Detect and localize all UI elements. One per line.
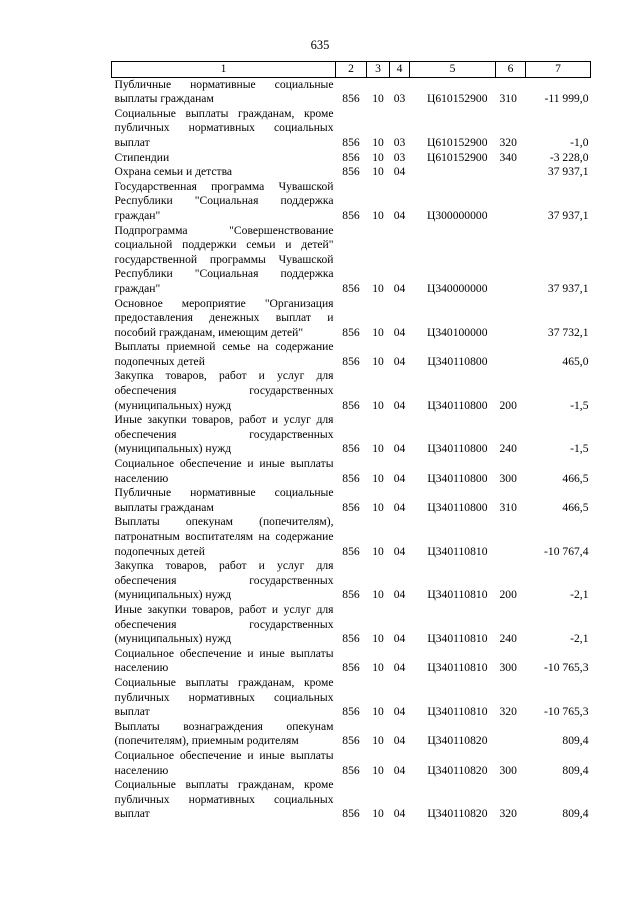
header-col-4: 4	[390, 62, 410, 78]
row-target-article: Ц340110800	[427, 398, 488, 412]
table-row	[112, 749, 591, 778]
row-expense-type: 340	[499, 150, 517, 164]
row-section: 10	[372, 92, 384, 106]
row-expense-type: 300	[499, 763, 517, 777]
header-col-7: 7	[526, 62, 591, 78]
row-name: Выплаты опекунам (попечителям), патронатным воспитателям на содержание подопечных детей	[114, 515, 334, 558]
row-target-article: Ц300000000	[426, 208, 488, 222]
row-amount: 37 732,1	[547, 325, 589, 339]
table-row	[112, 559, 591, 603]
row-amount: 466,5	[562, 500, 589, 514]
row-target-article: Ц340110810	[427, 705, 488, 719]
row-admin-code: 856	[342, 500, 360, 514]
row-target-article: Ц340000000	[426, 281, 488, 295]
row-name: Государственная программа Чувашской Республики "Социальная поддержка граждан"	[114, 179, 334, 222]
row-section: 10	[372, 763, 384, 777]
row-section: 10	[372, 208, 384, 222]
row-expense-type	[496, 340, 526, 369]
table-row	[112, 457, 591, 486]
header-col-1: 1	[112, 62, 336, 78]
row-section: 10	[372, 398, 384, 412]
row-section: 10	[372, 807, 384, 821]
row-expense-type	[496, 180, 526, 224]
row-name: Подпрограмма "Совершенствование социальной поддержки семьи и детей" государственной программы Чувашской Республики "Социальная поддержка граждан"	[114, 223, 334, 295]
row-subsection: 04	[393, 165, 406, 179]
row-subsection: 04	[393, 734, 406, 748]
table-row	[112, 297, 591, 341]
row-target-article	[410, 165, 496, 180]
row-name: Охрана семьи и детства	[114, 165, 233, 179]
row-amount: -2,1	[570, 632, 589, 646]
row-subsection: 04	[393, 544, 406, 558]
row-amount: 809,4	[562, 807, 589, 821]
row-name: Социальное обеспечение и иные выплаты населению	[114, 646, 334, 675]
row-expense-type: 200	[499, 398, 517, 412]
row-target-article: Ц340110800	[427, 442, 488, 456]
row-name: Выплаты приемной семье на содержание подопечных детей	[114, 340, 334, 368]
row-target-article: Ц340110810	[427, 661, 488, 675]
row-target-article: Ц340110810	[427, 632, 488, 646]
row-amount: -1,5	[570, 398, 589, 412]
row-expense-type: 300	[499, 661, 517, 675]
row-section: 10	[372, 588, 384, 602]
row-target-article: Ц340110810	[427, 544, 488, 558]
header-col-2: 2	[336, 62, 367, 78]
row-amount: -10 765,3	[544, 705, 589, 719]
row-section: 10	[372, 150, 384, 164]
header-col-3: 3	[367, 62, 390, 78]
row-subsection: 04	[393, 208, 406, 222]
row-name: Основное мероприятие "Организация предоставления денежных выплат и пособий гражданам, имеющим детей"	[114, 296, 334, 339]
table-row	[112, 720, 591, 749]
row-amount: -10 765,3	[544, 661, 589, 675]
row-section: 10	[372, 632, 384, 646]
row-amount: 37 937,1	[547, 208, 589, 222]
row-section: 10	[372, 734, 384, 748]
row-subsection: 04	[393, 471, 406, 485]
row-subsection: 03	[393, 150, 406, 164]
row-target-article: Ц340110800	[427, 471, 488, 485]
row-expense-type: 310	[499, 500, 517, 514]
row-name: Стипендии	[114, 150, 170, 164]
row-subsection: 04	[393, 281, 406, 295]
table-row	[112, 676, 591, 720]
row-admin-code: 856	[342, 92, 360, 106]
row-expense-type: 200	[499, 588, 517, 602]
table-row	[112, 107, 591, 151]
row-section: 10	[372, 135, 384, 149]
row-target-article: Ц610152900	[426, 92, 488, 106]
row-section: 10	[372, 661, 384, 675]
row-admin-code: 856	[342, 763, 360, 777]
row-target-article: Ц340100000	[426, 325, 488, 339]
row-admin-code: 856	[342, 471, 360, 485]
row-name: Социальные выплаты гражданам, кроме публичных нормативных социальных выплат	[114, 778, 334, 821]
row-admin-code: 856	[342, 398, 360, 412]
row-admin-code: 856	[342, 632, 360, 646]
row-admin-code: 856	[342, 135, 360, 149]
row-admin-code: 856	[342, 661, 360, 675]
table-row	[112, 778, 591, 822]
row-amount: 466,5	[562, 471, 589, 485]
row-amount: -1,0	[570, 135, 589, 149]
row-expense-type	[496, 720, 526, 749]
row-subsection: 04	[393, 398, 406, 412]
row-amount: -11 999,0	[544, 92, 589, 106]
row-subsection: 03	[393, 92, 406, 106]
row-expense-type: 240	[499, 442, 517, 456]
row-name: Иные закупки товаров, работ и услуг для обеспечения государственных (муниципальных) нужд	[114, 602, 334, 646]
row-admin-code: 856	[342, 588, 360, 602]
row-expense-type: 240	[499, 632, 517, 646]
row-amount: -1,5	[570, 442, 589, 456]
table-row	[112, 165, 591, 180]
table-row	[112, 413, 591, 457]
row-amount: -10 767,4	[544, 544, 589, 558]
row-target-article: Ц610152900	[426, 150, 488, 164]
row-expense-type: 320	[499, 705, 517, 719]
row-admin-code: 856	[342, 705, 360, 719]
table-row	[112, 647, 591, 676]
row-name: Социальное обеспечение и иные выплаты населению	[114, 748, 334, 777]
row-amount: 809,4	[562, 763, 589, 777]
row-amount: 465,0	[562, 354, 589, 368]
row-admin-code: 856	[342, 281, 360, 295]
row-section: 10	[372, 544, 384, 558]
row-admin-code: 856	[342, 165, 360, 179]
header-row	[112, 62, 591, 78]
table-row	[112, 77, 591, 107]
table-row	[112, 603, 591, 647]
row-admin-code: 856	[342, 734, 360, 748]
table-row	[112, 515, 591, 559]
row-expense-type	[496, 297, 526, 341]
row-subsection: 04	[393, 500, 406, 514]
header-col-5: 5	[410, 62, 496, 78]
table-body	[112, 77, 591, 822]
row-section: 10	[372, 442, 384, 456]
budget-table	[111, 61, 591, 822]
row-subsection: 04	[393, 354, 406, 368]
table-row	[112, 151, 591, 166]
row-target-article: Ц340110820	[427, 763, 488, 777]
row-expense-type	[496, 165, 526, 180]
row-section: 10	[372, 325, 384, 339]
row-section: 10	[372, 281, 384, 295]
row-subsection: 04	[393, 442, 406, 456]
row-amount: 37 937,1	[547, 281, 589, 295]
row-target-article: Ц340110800	[427, 354, 488, 368]
row-admin-code: 856	[342, 208, 360, 222]
row-admin-code: 856	[342, 150, 360, 164]
row-expense-type	[496, 515, 526, 559]
table-row	[112, 224, 591, 297]
row-target-article: Ц340110820	[427, 807, 488, 821]
row-subsection: 03	[393, 135, 406, 149]
row-subsection: 04	[393, 325, 406, 339]
row-expense-type: 300	[499, 471, 517, 485]
table-row	[112, 180, 591, 224]
row-amount: 37 937,1	[547, 165, 589, 179]
row-name: Публичные нормативные социальные выплаты гражданам	[114, 486, 334, 514]
row-expense-type	[496, 224, 526, 297]
row-section: 10	[372, 354, 384, 368]
table-row	[112, 340, 591, 369]
row-name: Закупка товаров, работ и услуг для обеспечения государственных (муниципальных) нужд	[114, 559, 334, 602]
row-target-article: Ц610152900	[426, 135, 488, 149]
row-admin-code: 856	[342, 354, 360, 368]
row-amount: -3 228,0	[549, 150, 589, 164]
row-name: Публичные нормативные социальные выплаты гражданам	[114, 77, 334, 106]
row-target-article: Ц340110800	[427, 500, 488, 514]
row-admin-code: 856	[342, 325, 360, 339]
table-row	[112, 486, 591, 515]
row-name: Выплаты вознаграждения опекунам (попечителям), приемным родителям	[114, 719, 334, 748]
row-amount: 809,4	[562, 734, 589, 748]
row-section: 10	[372, 500, 384, 514]
row-amount: -2,1	[570, 588, 589, 602]
row-name: Социальное обеспечение и иные выплаты населению	[114, 457, 334, 485]
row-subsection: 04	[393, 661, 406, 675]
row-section: 10	[372, 165, 384, 179]
row-subsection: 04	[393, 705, 406, 719]
row-name: Закупка товаров, работ и услуг для обеспечения государственных (муниципальных) нужд	[114, 369, 334, 412]
row-name: Социальные выплаты гражданам, кроме публичных нормативных социальных выплат	[114, 106, 334, 149]
row-name: Иные закупки товаров, работ и услуг для обеспечения государственных (муниципальных) нужд	[114, 413, 334, 456]
table-row	[112, 369, 591, 413]
row-name: Социальные выплаты гражданам, кроме публичных нормативных социальных выплат	[114, 675, 334, 719]
row-section: 10	[372, 471, 384, 485]
table-header	[112, 62, 591, 78]
row-admin-code: 856	[342, 544, 360, 558]
row-subsection: 04	[393, 807, 406, 821]
row-subsection: 04	[393, 632, 406, 646]
header-col-6: 6	[496, 62, 526, 78]
row-admin-code: 856	[342, 807, 360, 821]
row-expense-type: 320	[499, 135, 517, 149]
row-subsection: 04	[393, 588, 406, 602]
row-admin-code: 856	[342, 442, 360, 456]
row-expense-type: 320	[499, 807, 517, 821]
row-section: 10	[372, 705, 384, 719]
page-number: 635	[310, 38, 330, 52]
row-expense-type: 310	[499, 92, 517, 106]
row-subsection: 04	[393, 763, 406, 777]
row-target-article: Ц340110820	[427, 734, 488, 748]
row-target-article: Ц340110810	[427, 588, 488, 602]
